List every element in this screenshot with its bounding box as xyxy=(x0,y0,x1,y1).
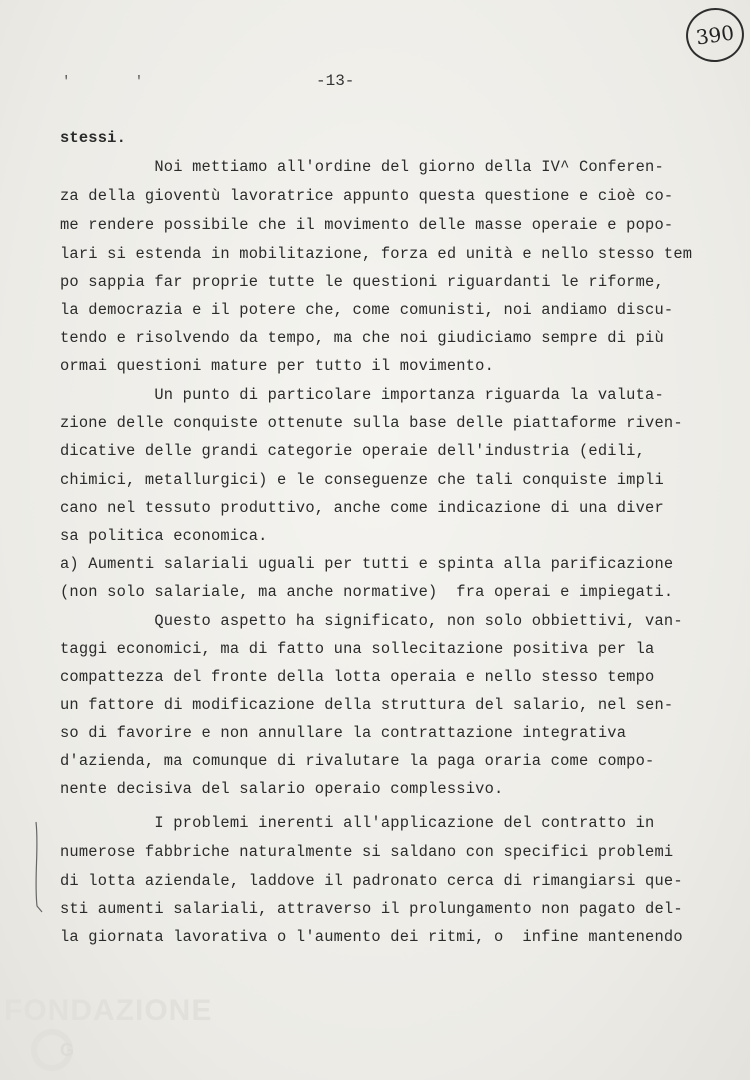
text-line: so di favorire e non annullare la contrattazione integrativa xyxy=(60,724,627,742)
text-line: po sappia far proprie tutte le questioni riguardanti le riforme, xyxy=(60,273,664,291)
text-line: nente decisiva del salario operaio complessivo. xyxy=(60,780,504,798)
text-line: Un punto di particolare importanza riguarda la valuta- xyxy=(60,386,664,404)
text-line: compattezza del fronte della lotta operaia e nello stesso tempo xyxy=(60,668,655,686)
watermark-text: FONDAZIONE xyxy=(4,994,213,1027)
text-line: (non solo salariale, ma anche normative) fra operai e impiegati. xyxy=(60,583,674,601)
text-line: stessi. xyxy=(60,129,127,147)
text-line: d'azienda, ma comunque di rivalutare la paga oraria come compo- xyxy=(60,752,655,770)
text-line: sa politica economica. xyxy=(60,527,268,545)
text-line: dicative delle grandi categorie operaie dell'industria (edili, xyxy=(60,442,646,460)
text-line: taggi economici, ma di fatto una sollecitazione positiva per la xyxy=(60,640,655,658)
text-line: un fattore di modificazione della struttura del salario, nel sen- xyxy=(60,696,674,714)
text-line: la giornata lavorativa o l'aumento dei ritmi, o infine mantenendo xyxy=(60,928,683,946)
page-number: -13- xyxy=(316,72,355,90)
text-line: a) Aumenti salariali uguali per tutti e spinta alla parificazione xyxy=(60,555,674,573)
text-line: lari si estenda in mobilitazione, forza ed unità e nello stesso tem xyxy=(60,245,693,263)
text-line: numerose fabbriche naturalmente si saldano con specifici problemi xyxy=(60,843,674,861)
archive-stamp xyxy=(683,4,748,66)
text-line: la democrazia e il potere che, come comunisti, noi andiamo discu- xyxy=(60,301,674,319)
text-line: di lotta aziendale, laddove il padronato cerca di rimangiarsi que- xyxy=(60,872,683,890)
margin-ticks: ' ' xyxy=(62,74,172,90)
text-line: I problemi inerenti all'applicazione del contratto in xyxy=(60,814,655,832)
text-line: za della gioventù lavoratrice appunto questa questione e cioè co- xyxy=(60,187,674,205)
watermark-logo xyxy=(30,1028,90,1072)
text-line: me rendere possibile che il movimento delle masse operaie e popo- xyxy=(60,216,674,234)
text-line: ormai questioni mature per tutto il movimento. xyxy=(60,357,495,375)
text-line: tendo e risolvendo da tempo, ma che noi giudiciamo sempre di più xyxy=(60,329,664,347)
text-line: Questo aspetto ha significato, non solo obbiettivi, van- xyxy=(60,612,683,630)
archive-stamp-number: 390 xyxy=(694,20,736,50)
text-line: chimici, metallurgici) e le conseguenze che tali conquiste impli xyxy=(60,471,664,489)
text-line: cano nel tessuto produttivo, anche come indicazione di una diver xyxy=(60,499,664,517)
text-line: zione delle conquiste ottenute sulla base delle piattaforme riven- xyxy=(60,414,683,432)
text-line: Noi mettiamo all'ordine del giorno della IV^ Conferen- xyxy=(60,158,664,176)
margin-pencil-mark xyxy=(30,818,44,918)
watermark-logo-letter: G xyxy=(60,1040,75,1060)
text-line: sti aumenti salariali, attraverso il prolungamento non pagato del- xyxy=(60,900,683,918)
